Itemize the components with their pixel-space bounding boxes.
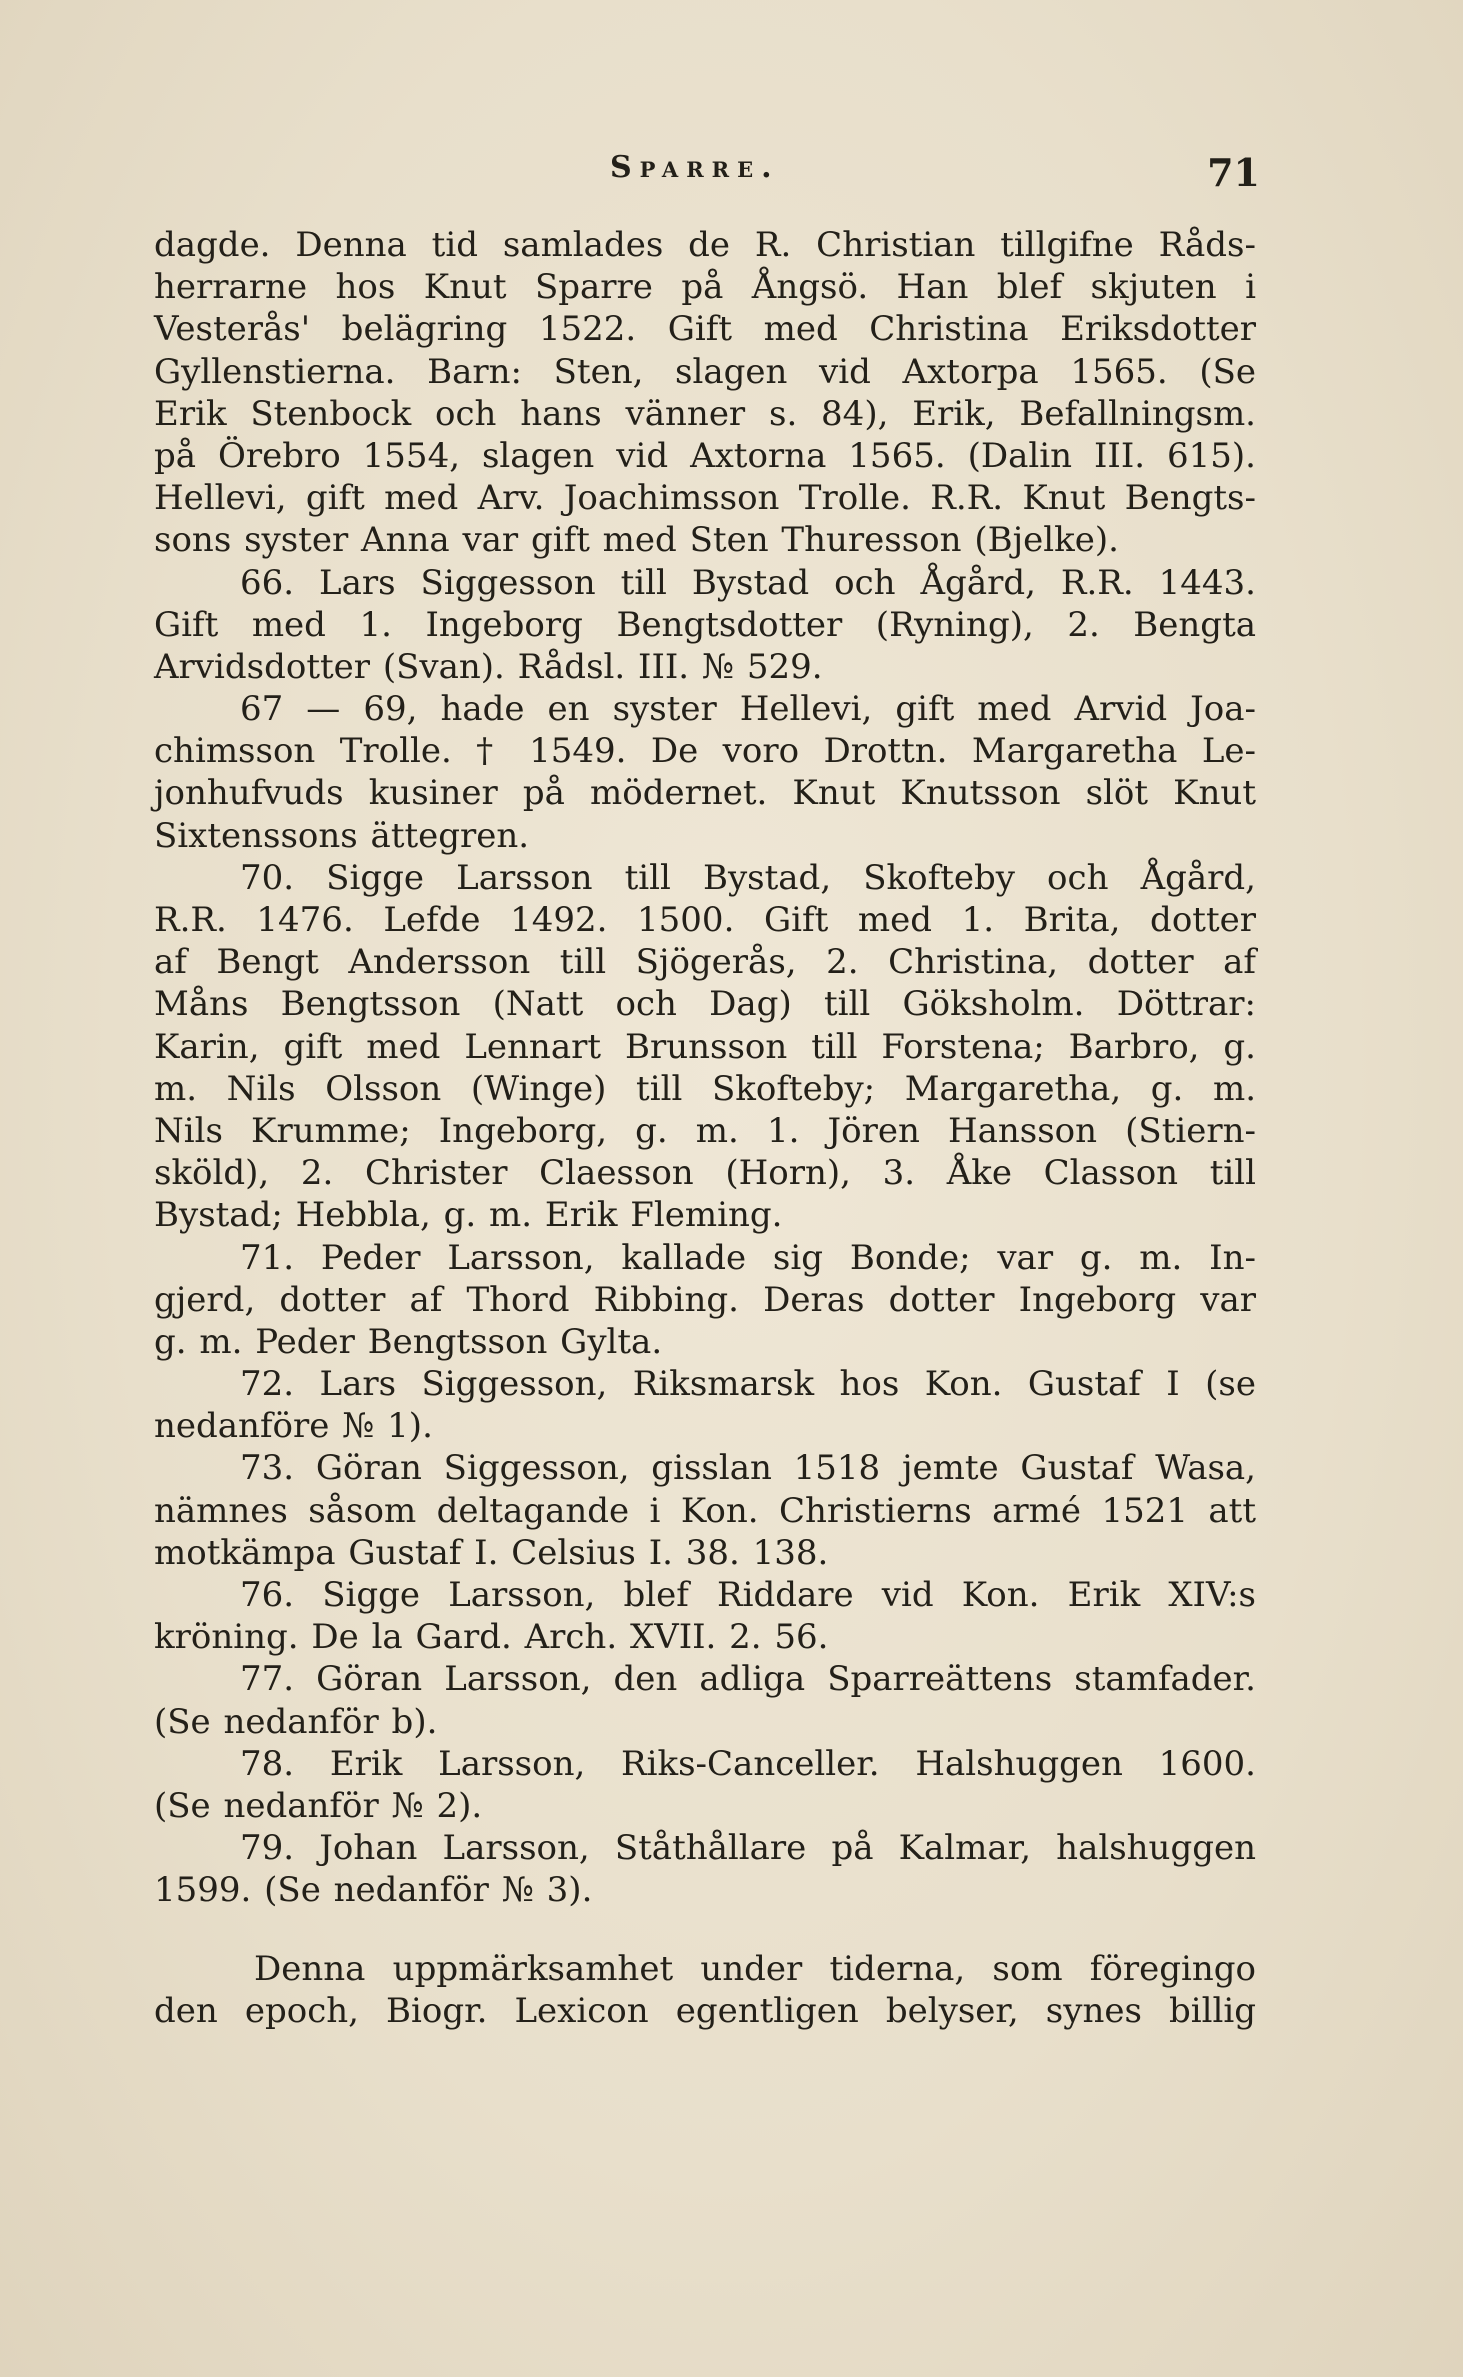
text-line: på Örebro 1554, slagen vid Axtorna 1565. (Dalin III. 615). bbox=[154, 435, 1256, 476]
text-line: 67 — 69, hade en syster Hellevi, gift med Arvid Joa- bbox=[240, 689, 1256, 730]
text-line: Denna uppmärksamhet under tiderna, som föregingo bbox=[254, 1948, 1256, 1989]
text-line: den epoch, Biogr. Lexicon egentligen belyser, synes billig bbox=[154, 1990, 1256, 2031]
text-line: 70. Sigge Larsson till Bystad, Skofteby och Ågård, bbox=[240, 857, 1256, 898]
text-line: Gyllenstierna. Barn: Sten, slagen vid Axtorpa 1565. (Se bbox=[154, 351, 1256, 392]
text-line: 76. Sigge Larsson, blef Riddare vid Kon. Erik XIV:s bbox=[240, 1575, 1256, 1615]
text-line: R.R. 1476. Lefde 1492. 1500. Gift med 1. Brita, dotter bbox=[154, 900, 1256, 940]
text-line: Arvidsdotter (Svan). Rådsl. III. № 529. bbox=[154, 646, 823, 687]
text-line: 79. Johan Larsson, Ståthållare på Kalmar, halshuggen bbox=[240, 1828, 1256, 1869]
text-line: Gift med 1. Ingeborg Bengtsdotter (Ryning), 2. Bengta bbox=[154, 604, 1256, 645]
text-line: 78. Erik Larsson, Riks-Canceller. Halshuggen 1600. bbox=[240, 1743, 1256, 1784]
text-line: jonhufvuds kusiner på mödernet. Knut Knutsson slöt Knut bbox=[154, 773, 1256, 814]
text-line: Sixtenssons ättegren. bbox=[154, 815, 530, 856]
text-line: sons syster Anna var gift med Sten Thuresson (Bjelke). bbox=[154, 520, 1119, 561]
text-line: motkämpa Gustaf I. Celsius I. 38. 138. bbox=[154, 1532, 829, 1573]
text-line: Hellevi, gift med Arv. Joachimsson Trolle. R.R. Knut Bengts- bbox=[154, 478, 1256, 519]
text-line: Bystad; Hebbla, g. m. Erik Fleming. bbox=[154, 1195, 783, 1236]
text-line: m. Nils Olsson (Winge) till Skofteby; Margaretha, g. m. bbox=[154, 1068, 1256, 1109]
text-line: kröning. De la Gard. Arch. XVII. 2. 56. bbox=[154, 1617, 829, 1658]
text-line: nedanföre № 1). bbox=[154, 1406, 433, 1447]
text-line: Måns Bengtsson (Natt och Dag) till Göksholm. Döttrar: bbox=[154, 984, 1256, 1025]
page-header bbox=[150, 150, 1260, 200]
text-line: 73. Göran Siggesson, gisslan 1518 jemte Gustaf Wasa, bbox=[240, 1448, 1256, 1489]
text-line: dagde. Denna tid samlades de R. Christian tillgifne Råds- bbox=[154, 225, 1256, 265]
text-line: g. m. Peder Bengtsson Gylta. bbox=[154, 1321, 663, 1362]
text-line: (Se nedanför № 2). bbox=[154, 1785, 483, 1826]
text-line: Karin, gift med Lennart Brunsson till Forstena; Barbro, g. bbox=[154, 1026, 1256, 1067]
text-line: 77. Göran Larsson, den adliga Sparreättens stamfader. bbox=[240, 1659, 1256, 1700]
text-line: chimsson Trolle. † 1549. De voro Drottn. Margaretha Le- bbox=[154, 731, 1256, 772]
running-head: Sparre. bbox=[610, 150, 780, 185]
body-text bbox=[154, 224, 1256, 2032]
text-line: 71. Peder Larsson, kallade sig Bonde; var g. m. In- bbox=[240, 1237, 1256, 1278]
text-line: Erik Stenbock och hans vänner s. 84), Erik, Befallningsm. bbox=[154, 393, 1256, 434]
text-line: nämnes såsom deltagande i Kon. Christierns armé 1521 att bbox=[154, 1490, 1256, 1531]
text-line: 72. Lars Siggesson, Riksmarsk hos Kon. Gustaf I (se bbox=[240, 1364, 1256, 1405]
text-line: 1599. (Se nedanför № 3). bbox=[154, 1870, 593, 1911]
text-line: gjerd, dotter af Thord Ribbing. Deras dotter Ingeborg var bbox=[154, 1279, 1256, 1320]
text-line: sköld), 2. Christer Claesson (Horn), 3. Åke Classon till bbox=[154, 1153, 1256, 1194]
text-line: Vesterås' belägring 1522. Gift med Christina Eriksdotter bbox=[154, 309, 1256, 350]
text-line: (Se nedanför b). bbox=[154, 1701, 438, 1742]
text-line: herrarne hos Knut Sparre på Ångsö. Han blef skjuten i bbox=[154, 267, 1256, 308]
page-number: 71 bbox=[1207, 150, 1260, 195]
text-line: af Bengt Andersson till Sjögerås, 2. Christina, dotter af bbox=[154, 942, 1256, 983]
text-line: 66. Lars Siggesson till Bystad och Ågård, R.R. 1443. bbox=[240, 562, 1256, 603]
text-line: Nils Krumme; Ingeborg, g. m. 1. Jören Hansson (Stiern- bbox=[154, 1110, 1256, 1151]
